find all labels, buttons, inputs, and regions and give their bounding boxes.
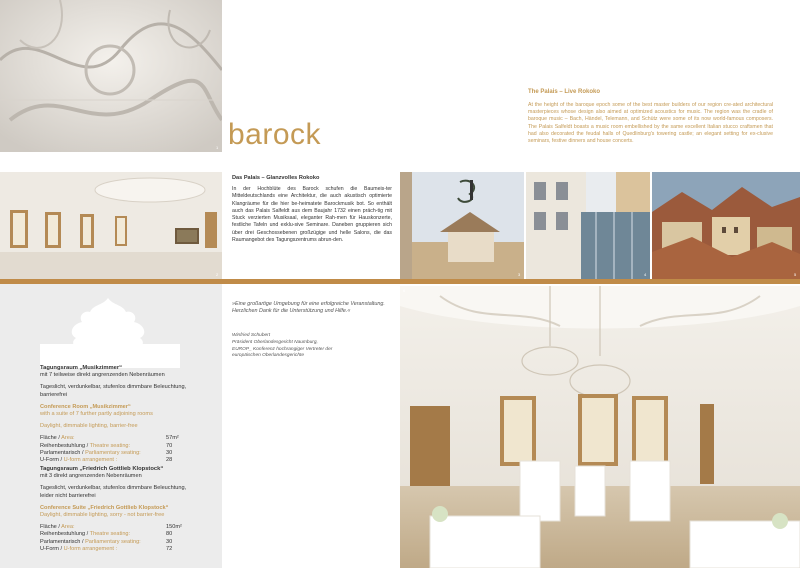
spec-row: U-Form / U-form arrangement : 28 (40, 457, 173, 464)
room-title-en: Conference Suite „Friedrich Gottlieb Klopstock“ (40, 504, 169, 511)
rooftops-photo (652, 172, 800, 279)
music-room-photo (400, 286, 800, 568)
room-musikzimmer (40, 365, 190, 464)
german-section-title: Das Palais – Glanzvolles Rokoko (232, 175, 320, 181)
salon-interior-photo (0, 172, 222, 279)
room-title: Tagungsraum „Friedrich Gottlieb Klopstock“ (40, 466, 164, 472)
spec-row: Reihenbestuhlung / Theatre seating: 70 (40, 442, 173, 449)
testimonial-signature (232, 333, 392, 360)
room-klopstock (40, 466, 190, 553)
room-features: Tageslicht, verdunkelbar, stufenlos dimmbare Beleuchtung, barrierefrei (40, 384, 187, 398)
spec-row: Fläche / Area: 57m² (40, 435, 179, 442)
signer-role: europäischen Oberlandesgerichte (232, 353, 305, 359)
photo-number: 2 (216, 272, 219, 277)
photo-number: 6 (403, 288, 406, 293)
photo-number: 3 (518, 272, 521, 277)
room-title: Tagungsraum „Musikzimmer“ (40, 365, 123, 371)
spec-row: U-Form / U-form arrangement : 72 (40, 545, 173, 552)
testimonial-quote: »Eine großartige Umgebung für eine erfolgreiche Veranstaltung. Herzlichen Dank für die Unterstützung und Hilfe.« (232, 301, 385, 315)
spec-row: Parlamentarisch / Parliamentary seating: 30 (40, 538, 173, 545)
room-subtitle-en: with a suite of 7 further partly adjoining rooms (40, 411, 153, 418)
page-heading: barock (228, 118, 322, 151)
photo-number: 1 (216, 145, 219, 150)
glass-building-photo (526, 172, 650, 279)
room-title-en: Conference Room „Musikzimmer“ (40, 403, 131, 410)
room-subtitle: mit 7 teilweise direkt angrenzenden Nebenräumen (40, 372, 165, 379)
signer-name: Winfried Schubert (232, 333, 271, 338)
room-features-en: Daylight, dimmable lighting, barrier-free (40, 423, 138, 430)
facade-sign-photo (400, 172, 524, 279)
room-features: Tageslicht, verdunkelbar, stufenlos dimmbare Beleuchtung, leider nicht barrierefrei (40, 485, 187, 499)
photo-number: 5 (794, 272, 797, 277)
spec-row: Fläche / Area: 150m² (40, 524, 182, 531)
room-subtitle: mit 3 direkt angrenzenden Nebenräumen (40, 473, 142, 480)
english-section-body: At the height of the baroque epoch some of the best master builders of our region cre-ated architectural masterpieces whose design also aimed at optimized acoustics for music. The region was the cradle of baroque music – Bach, Händel, Telemann, and Schütz were some of its now world-famous composers. The Palais Salfeldt boasts a music room embellished by the same excellent Italian stucco craftsmen that had also decorated the feudal halls of Quedlinburg's towering castle; an elegant setting for ex-clusive seminars, festive dinners and house concerts. (528, 102, 773, 145)
room-features-en: Daylight, dimmable lighting, sorry - not barrier-free (40, 512, 165, 519)
german-section-body: In der Hochblüte des Barock schufen die Baumeis-ter Mitteldeutschlands eine Architektur, die auch akustisch optimierte Klangräume für die hier be-heimatete Barockmusik bot. So enthält auch das Palais Salfeldt aus dem Baujahr 1732 einen präch-tig mit Stuck verzierten Musiksaal, eleganter Rah-men für Hauskonzerte, festliche Tafeln und exklu-sive Seminare. Daneben gruppieren sich über drei Geschossebenen großzügige und helle Salons, die das Raumangebot des Tagungszentrums abrun-den. (232, 186, 392, 244)
spec-row: Reihenbestuhlung / Theatre seating: 80 (40, 531, 173, 538)
signer-role: EUROP_ Konferenz hochrangiger Vertreter der (232, 346, 333, 352)
signer-role: Präsident Oberlandesgericht Naumburg, (232, 339, 318, 345)
english-section-title: The Palais – Live Rokoko (528, 89, 601, 95)
stucco-ceiling-photo (0, 0, 222, 152)
spec-row: Parlamentarisch / Parliamentary seating: 30 (40, 449, 173, 456)
photo-number: 4 (644, 272, 647, 277)
